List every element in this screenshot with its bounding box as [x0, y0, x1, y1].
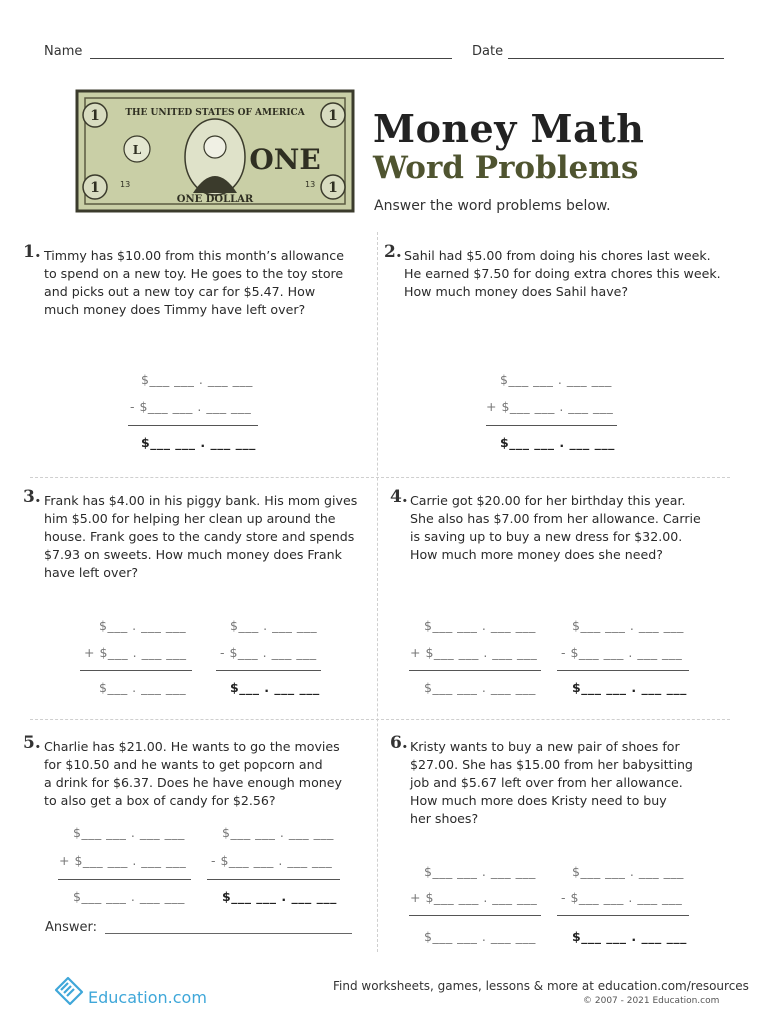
bill-corner-bl: 1	[90, 180, 100, 196]
bill-one-text: ONE	[249, 143, 321, 176]
problem-3-sum-line-1	[80, 670, 192, 671]
problem-4-blank-4[interactable]: $___ ___ . ___ ___	[572, 618, 684, 633]
problem-3-line: house. Frank goes to the candy store and spends	[44, 529, 355, 544]
problem-5-line: for $10.50 and he wants to get popcorn and	[44, 757, 323, 772]
problem-6-text	[410, 738, 730, 828]
problem-4-line: Carrie got $20.00 for her birthday this year.	[410, 493, 686, 508]
problem-5-blank-2[interactable]: + $___ ___ . ___ ___	[59, 853, 187, 868]
name-label: Name	[44, 44, 83, 59]
problem-2-blank-2[interactable]: + $___ ___ . ___ ___	[486, 399, 614, 414]
problem-6-blank-4[interactable]: $___ ___ . ___ ___	[572, 864, 684, 879]
problem-2-number: 2.	[384, 242, 402, 262]
problem-3-text	[44, 492, 364, 582]
bill-corner-tl: 1	[90, 108, 100, 124]
problem-2-line: How much money does Sahil have?	[404, 284, 629, 299]
row-divider-1	[30, 477, 730, 478]
problem-3-line: $7.93 on sweets. How much money does Frank	[44, 547, 342, 562]
problem-3-line: him $5.00 for helping her clean up around the	[44, 511, 336, 526]
problem-6-blank-1[interactable]: $___ ___ . ___ ___	[424, 864, 536, 879]
problem-4-blank-1[interactable]: $___ ___ . ___ ___	[424, 618, 536, 633]
answer-field-line[interactable]	[105, 933, 352, 934]
problem-4-line: is saving up to buy a new dress for $32.00.	[410, 529, 683, 544]
problem-4-blank-2[interactable]: + $___ ___ . ___ ___	[410, 645, 538, 660]
problem-5-number: 5.	[23, 733, 41, 753]
education-brand[interactable]: Education.com	[88, 988, 207, 1007]
problem-1-text	[44, 247, 364, 319]
problem-3-line: Frank has $4.00 in his piggy bank. His mom gives	[44, 493, 358, 508]
problem-6-answer-blank[interactable]: $___ ___ . ___ ___	[572, 929, 687, 944]
problem-3-blank-1[interactable]: $___ . ___ ___	[99, 618, 187, 633]
problem-1-line: to spend on a new toy. He goes to the toy store	[44, 266, 344, 281]
problem-2-blank-1[interactable]: $___ ___ . ___ ___	[500, 372, 612, 387]
problem-4-number: 4.	[390, 487, 408, 507]
problem-6-line: Kristy wants to buy a new pair of shoes for	[410, 739, 680, 754]
problem-6-line: her shoes?	[410, 811, 479, 826]
problem-3-blank-3[interactable]: $___ . ___ ___	[99, 680, 187, 695]
bill-seal-letter: L	[132, 143, 142, 157]
problem-1-line: much money does Timmy have left over?	[44, 302, 306, 317]
problem-2-line: He earned $7.50 for doing extra chores this week.	[404, 266, 721, 281]
problem-1-number: 1.	[23, 242, 41, 262]
problem-3-blank-2[interactable]: + $___ . ___ ___	[84, 645, 187, 660]
problem-2-text	[404, 247, 724, 301]
problem-1-sum-line	[128, 425, 258, 426]
problem-4-answer-blank[interactable]: $___ ___ . ___ ___	[572, 680, 687, 695]
title-line-2: Word Problems	[373, 150, 639, 186]
footer-text[interactable]: Find worksheets, games, lessons & more at education.com/resources	[333, 979, 749, 993]
problem-6-line: $27.00. She has $15.00 from her babysitting	[410, 757, 693, 772]
problem-3-blank-4[interactable]: $___ . ___ ___	[230, 618, 318, 633]
bill-serial-left: 13	[120, 180, 131, 189]
problem-6-sum-line-2	[557, 915, 689, 916]
bill-top-text: THE UNITED STATES OF AMERICA	[125, 108, 305, 118]
problem-6-blank-5[interactable]: - $___ ___ . ___ ___	[561, 890, 683, 905]
bill-serial-right: 13	[305, 180, 316, 189]
title-line-1: Money Math	[373, 106, 645, 151]
problem-6-number: 6.	[390, 733, 408, 753]
problem-4-sum-line-2	[557, 670, 689, 671]
problem-4-blank-3[interactable]: $___ ___ . ___ ___	[424, 680, 536, 695]
column-divider	[377, 232, 378, 952]
problem-5-blank-5[interactable]: - $___ ___ . ___ ___	[211, 853, 333, 868]
problem-4-blank-5[interactable]: - $___ ___ . ___ ___	[561, 645, 683, 660]
problem-6-blank-3[interactable]: $___ ___ . ___ ___	[424, 929, 536, 944]
bill-bottom-text: ONE DOLLAR	[176, 194, 254, 205]
problem-6-line: job and $5.67 left over from her allowance.	[410, 775, 683, 790]
problem-5-blank-3[interactable]: $___ ___ . ___ ___	[73, 889, 185, 904]
row-divider-2	[30, 719, 730, 720]
problem-5-sum-line-1	[58, 879, 191, 880]
date-field-line[interactable]	[508, 58, 724, 59]
problem-1-answer-blank[interactable]: $___ ___ . ___ ___	[141, 435, 256, 450]
problem-5-line: a drink for $6.37. Does he have enough money	[44, 775, 342, 790]
bill-corner-tr: 1	[328, 108, 338, 124]
problem-2-answer-blank[interactable]: $___ ___ . ___ ___	[500, 435, 615, 450]
answer-label: Answer:	[45, 920, 98, 935]
problem-2-line: Sahil had $5.00 from doing his chores last week.	[404, 248, 711, 263]
problem-1-blank-1[interactable]: $___ ___ . ___ ___	[141, 372, 253, 387]
bill-corner-br: 1	[328, 180, 338, 196]
problem-5-answer-blank[interactable]: $___ ___ . ___ ___	[222, 889, 337, 904]
problem-3-answer-blank[interactable]: $___ . ___ ___	[230, 680, 320, 695]
copyright: © 2007 - 2021 Education.com	[583, 996, 720, 1006]
problem-1-line: Timmy has $10.00 from this month’s allowance	[44, 248, 344, 263]
problem-3-line: have left over?	[44, 565, 139, 580]
name-field-line[interactable]	[90, 58, 452, 59]
problem-5-line: to also get a box of candy for $2.56?	[44, 793, 276, 808]
problem-6-blank-2[interactable]: + $___ ___ . ___ ___	[410, 890, 538, 905]
education-logo-icon	[52, 972, 86, 1006]
problem-3-blank-5[interactable]: - $___ . ___ ___	[220, 645, 317, 660]
problem-5-text	[44, 738, 364, 810]
instructions: Answer the word problems below.	[374, 198, 611, 214]
problem-4-line: She also has $7.00 from her allowance. Carrie	[410, 511, 701, 526]
problem-1-blank-2[interactable]: - $___ ___ . ___ ___	[130, 399, 252, 414]
problem-5-blank-4[interactable]: $___ ___ . ___ ___	[222, 825, 334, 840]
problem-5-sum-line-2	[207, 879, 340, 880]
dollar-bill-illustration	[75, 89, 355, 213]
problem-3-sum-line-2	[216, 670, 321, 671]
problem-1-line: and picks out a new toy car for $5.47. How	[44, 284, 316, 299]
problem-5-blank-1[interactable]: $___ ___ . ___ ___	[73, 825, 185, 840]
date-label: Date	[472, 44, 504, 59]
problem-3-number: 3.	[23, 487, 41, 507]
problem-4-sum-line-1	[409, 670, 541, 671]
problem-4-line: How much more money does she need?	[410, 547, 663, 562]
problem-5-line: Charlie has $21.00. He wants to go the movies	[44, 739, 340, 754]
problem-2-sum-line	[486, 425, 617, 426]
problem-6-sum-line-1	[409, 915, 541, 916]
problem-4-text	[410, 492, 730, 564]
problem-6-line: How much more does Kristy need to buy	[410, 793, 667, 808]
